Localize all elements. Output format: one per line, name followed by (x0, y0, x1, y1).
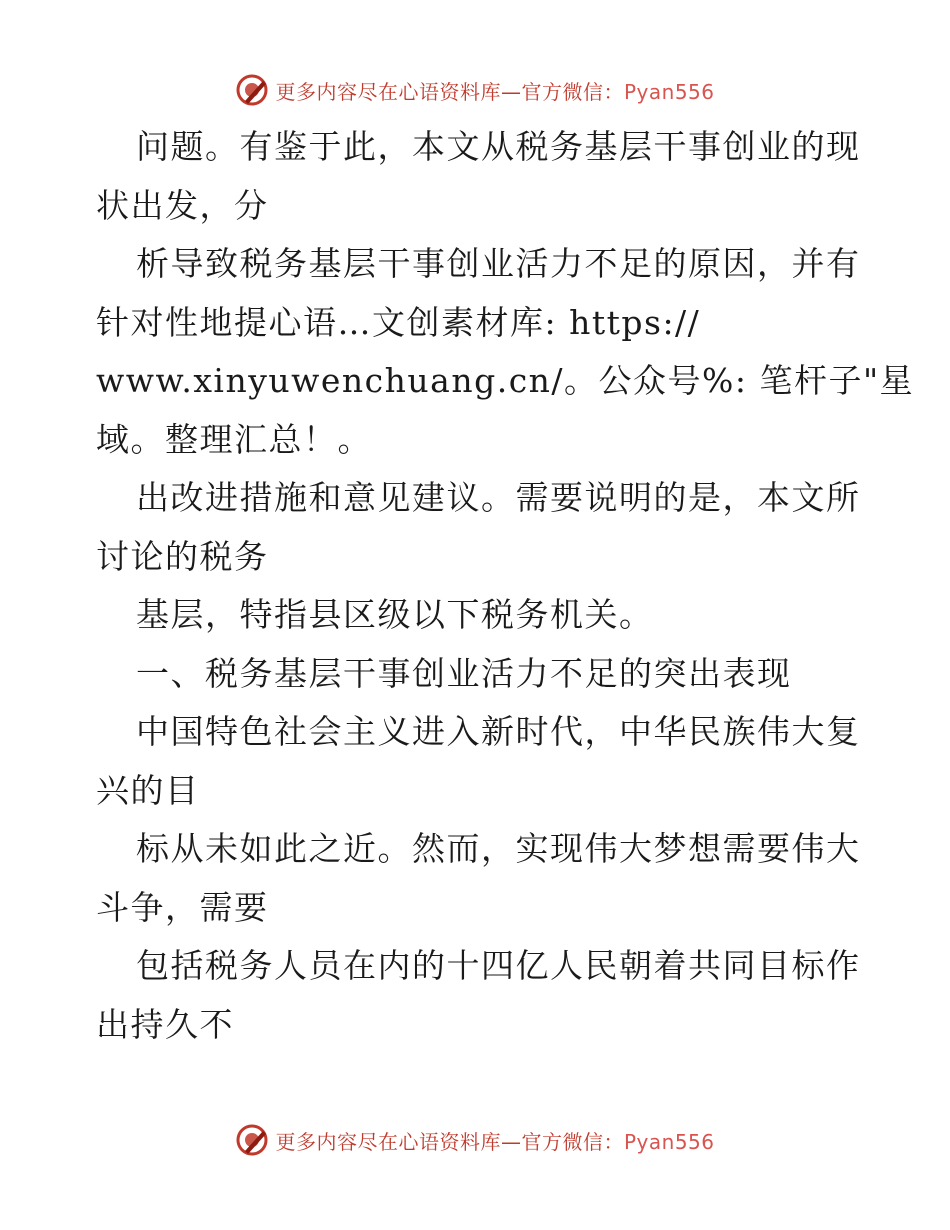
body-line: 析导致税务基层干事创业活力不足的原因，并有 (136, 244, 861, 283)
footer-banner (0, 1120, 950, 1160)
header-wechat-id: Pyan556 (623, 79, 715, 104)
document-body (96, 118, 915, 1054)
body-line: 基层，特指县区级以下税务机关。 (136, 595, 654, 634)
header-banner-text (275, 76, 714, 105)
pen-logo-icon (235, 1123, 269, 1157)
body-line: 出改进措施和意见建议。需要说明的是，本文所 (136, 478, 861, 517)
header-banner-label: 更多内容尽在心语资料库—官方微信： (275, 79, 624, 104)
body-line: 兴的目 (96, 770, 200, 810)
header-banner (0, 70, 950, 110)
section-heading: 一、税务基层干事创业活力不足的突出表现 (136, 653, 792, 693)
body-line: 问题。有鉴于此，本文从税务基层干事创业的现 (136, 127, 861, 166)
footer-wechat-id: Pyan556 (623, 1129, 715, 1154)
body-line: www.xinyuwenchuang.cn/。公众号%: 笔杆子"星 (96, 361, 915, 400)
body-line: 域。整理汇总！。 (96, 419, 372, 459)
body-line: 讨论的税务 (96, 536, 269, 576)
body-line: 标从未如此之近。然而，实现伟大梦想需要伟大 (136, 829, 861, 868)
body-line: 中国特色社会主义进入新时代，中华民族伟大复 (136, 712, 861, 751)
body-line: 斗争，需要 (96, 887, 269, 927)
body-line: 包括税务人员在内的十四亿人民朝着共同目标作 (136, 946, 861, 985)
body-line: 出持久不 (96, 1004, 234, 1044)
pen-logo-icon (235, 73, 269, 107)
body-line: 针对性地提心语…文创素材库: https:// (96, 302, 701, 342)
footer-banner-label: 更多内容尽在心语资料库—官方微信： (275, 1129, 624, 1154)
body-line: 状出发，分 (96, 185, 269, 225)
footer-banner-text (275, 1126, 714, 1155)
